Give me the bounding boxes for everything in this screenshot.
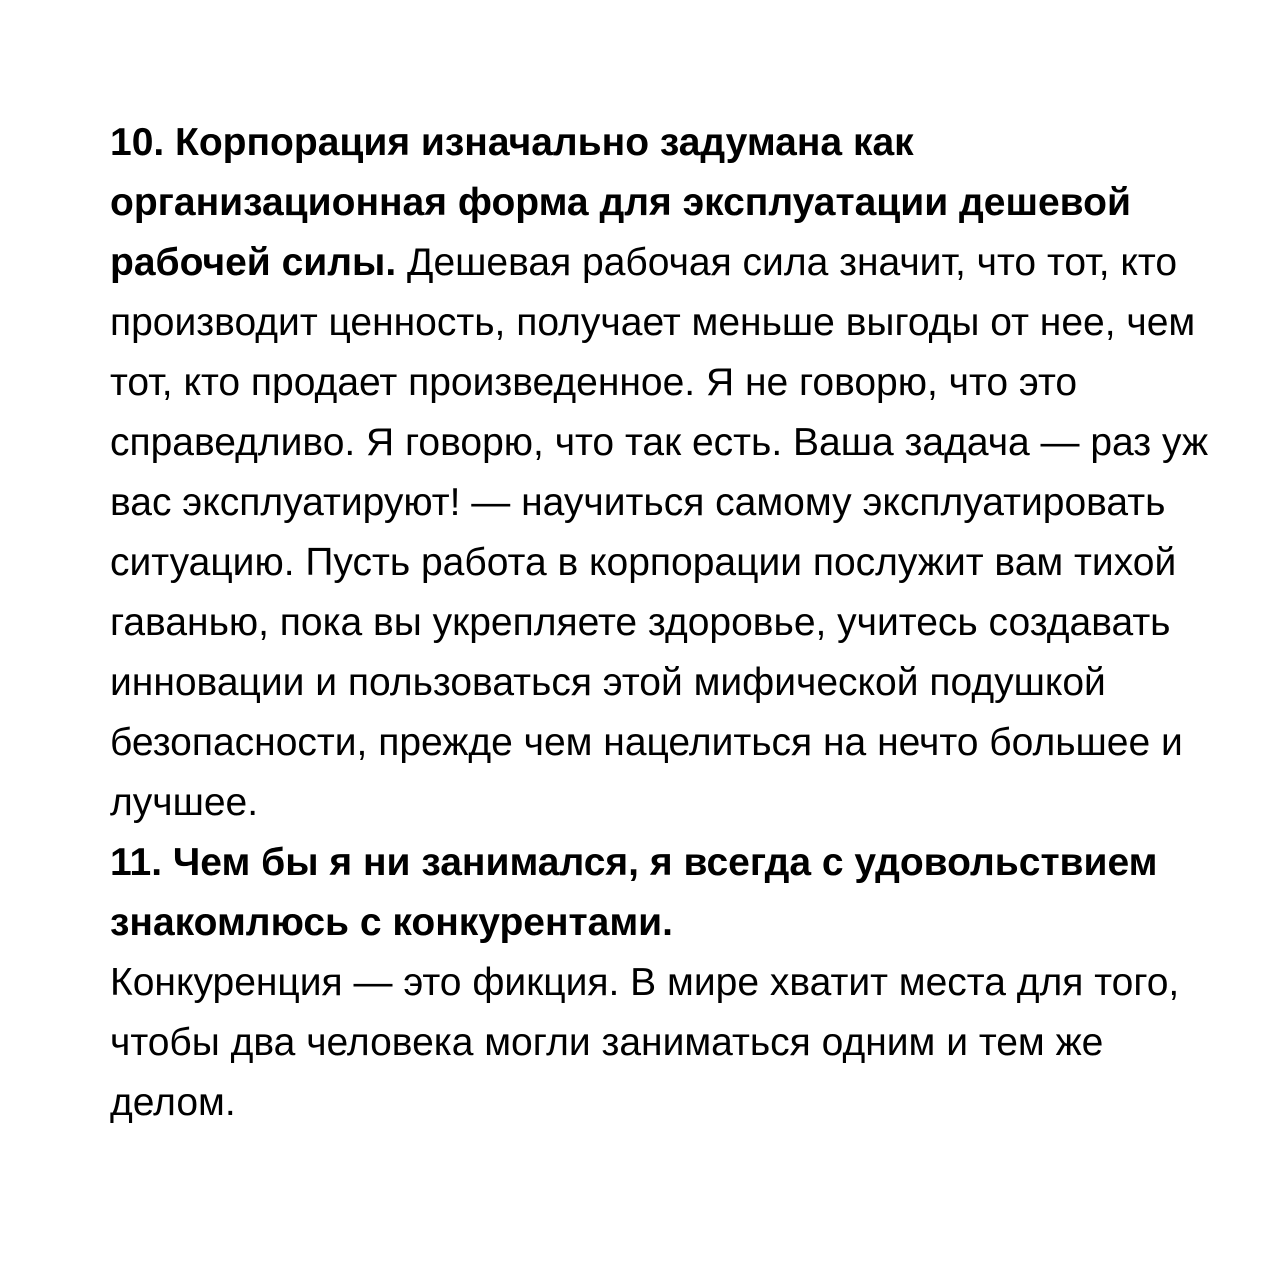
point-11-heading: 11. Чем бы я ни занимался, я всегда с удовольствием знакомлюсь с конкурентами. <box>110 841 1158 944</box>
point-10-text: Дешевая рабочая сила значит, что тот, кто производит ценность, получает меньше выгоды от нее, чем тот, кто продает произведенное. Я не говорю, что это справедливо. Я говорю, что так есть. Ваша задача — раз уж вас эксплуатируют! — научиться самому эксплуатировать ситуацию. Пусть работа в корпорации послужит вам тихой гаванью, пока вы укрепляете здоровье, учитесь создавать инновации и пользоваться этой мифической подушкой безопасности, прежде чем нацелиться на нечто большее и лучшее. <box>110 241 1209 824</box>
point-10-heading: 10. Корпорация изначально задумана как организационная форма для эксплуатации дешевой рабочей силы. <box>110 121 1131 284</box>
point-11-text: Конкуренция — это фикция. В мире хватит места для того, чтобы два человека могли заниматься одним и тем же делом. <box>110 961 1180 1124</box>
point-10 <box>110 113 1220 833</box>
point-11 <box>110 833 1220 1133</box>
document-body <box>110 113 1220 1133</box>
